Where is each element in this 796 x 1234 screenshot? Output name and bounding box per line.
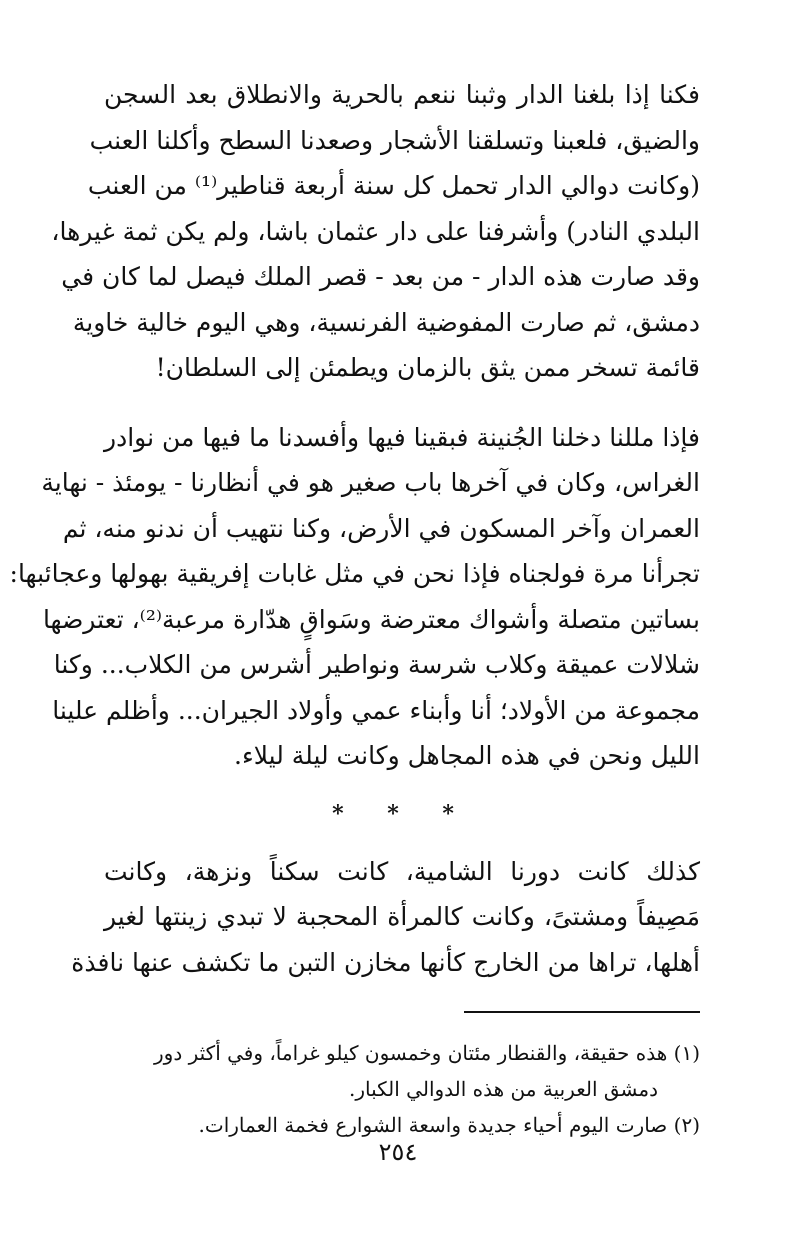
text-line: مجموعة من الأولاد؛ أنا وأبناء عمي وأولاد الجيران... وأظلم علينا xyxy=(52,695,700,725)
paragraph-2 xyxy=(9,415,700,779)
text-line: وقد صارت هذه الدار - من بعد - قصر الملك فيصل لما كان في xyxy=(61,262,700,291)
text-line: كذلك كانت دورنا الشامية، كانت سكناً ونزهة، وكانت xyxy=(104,856,700,886)
footnote-2: (٢) صارت اليوم أحياء جديدة واسعة الشوارع فخمة العمارات. xyxy=(198,1113,700,1137)
text-line: قائمة تسخر ممن يثق بالزمان ويطمئن إلى السلطان! xyxy=(155,353,700,382)
text-line: فكنا إذا بلغنا الدار وثبنا ننعم بالحرية والانطلاق بعد السجن xyxy=(104,80,700,109)
section-separator: * * * xyxy=(332,800,472,827)
footnotes xyxy=(104,1035,700,1143)
text-line: فإذا مللنا دخلنا الجُنينة فبقينا فيها وأفسدنا ما فيها من نوادر xyxy=(104,422,700,452)
page-number: ٢٥٤ xyxy=(378,1138,418,1166)
footnote-divider xyxy=(464,1011,700,1013)
text-line: البلدي النادر) وأشرفنا على دار عثمان باشا، ولم يكن ثمة غيرها، xyxy=(51,216,700,246)
text-line: والضيق، فلعبنا وتسلقنا الأشجار وصعدنا السطح وأكلنا العنب xyxy=(89,125,700,155)
text-line: شلالات عميقة وكلاب شرسة ونواطير أشرس من الكلاب... وكنا xyxy=(53,650,700,679)
paragraph-1 xyxy=(51,72,700,391)
text-line: بساتين متصلة وأشواك معترضة وسَواقٍ هدّارة مرعبة⁽²⁾، تعترضها xyxy=(42,604,700,634)
footnote-1-line-1: (١) هذه حقيقة، والقنطار مئتان وخمسون كيلو غراماً، وفي أكثر دور xyxy=(154,1041,700,1065)
text-line: أهلها، تراها من الخارج كأنها مخازن التبن ما تكشف عنها نافذة xyxy=(71,947,700,977)
footnote-1-line-2: دمشق العربية من هذه الدوالي الكبار. xyxy=(348,1077,658,1101)
text-line: تجرأنا مرة فولجناه فإذا نحن في مثل غابات إفريقية بهولها وعجائبها: xyxy=(9,559,700,588)
text-line: الغراس، وكان في آخرها باب صغير هو في أنظارنا - يومئذ - نهاية xyxy=(41,468,700,497)
text-line: الليل ونحن في هذه المجاهل وكانت ليلة ليلاء. xyxy=(234,741,700,770)
text-line: (وكانت دوالي الدار تحمل كل سنة أربعة قناطير⁽¹⁾ من العنب xyxy=(87,171,700,200)
text-line: العمران وآخر المسكون في الأرض، وكنا نتهيب أن ندنو منه، ثم xyxy=(62,513,700,543)
paragraph-3 xyxy=(71,849,700,986)
text-line: دمشق، ثم صارت المفوضية الفرنسية، وهي اليوم خالية خاوية xyxy=(72,307,700,337)
text-line: مَصِيفاً ومشتىً، وكانت كالمرأة المحجبة لا تبدي زينتها لغير xyxy=(104,902,700,931)
